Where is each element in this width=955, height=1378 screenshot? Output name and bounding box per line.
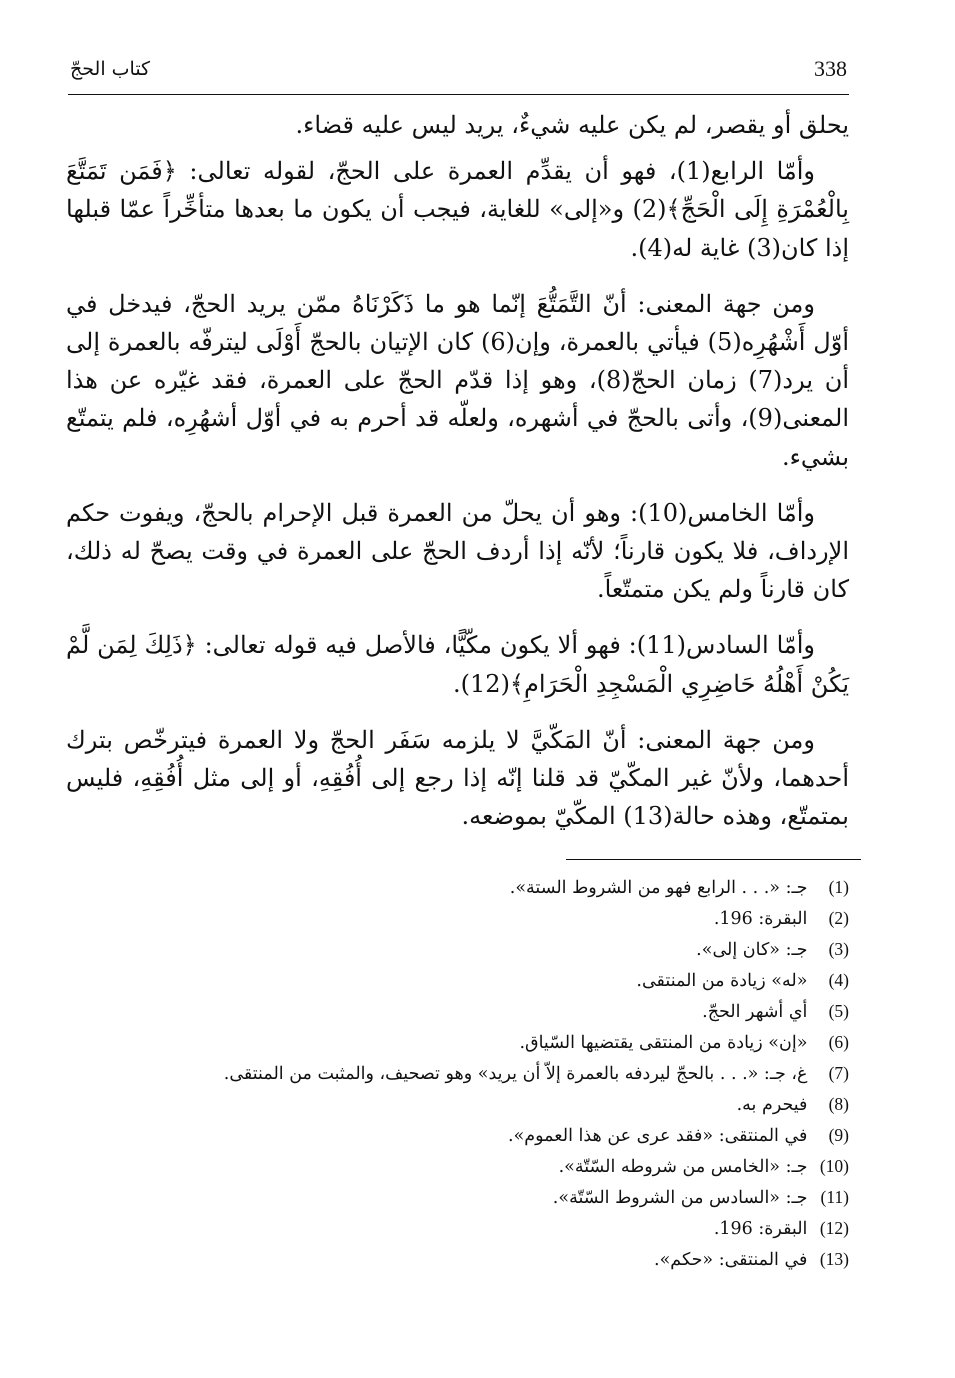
footnote-text: «إن» زيادة من المنتقى يقتضيها السّياق. — [519, 1033, 808, 1053]
footnote-text: جـ: «الخامس من شروطه السّتّة». — [558, 1157, 808, 1177]
footnote-text: فيحرم به. — [736, 1095, 808, 1115]
paragraph: ومن جهة المعنى: أنّ التَّمَتُّعَ إنّما هو ما ذَكَرْنَاهُ ممّن يريد الحجّ، فيدخل في أوّل أَشْهُرِه(5) فيأتي بالعمرة، وإن(6) كان الإتيان بالحجّ أَوْلَى ليترفّه بالعمرة إلى أن يرد(7) زمان الحجّ(8)، وهو إذا قدّم الحجّ على العمرة، فقد غيّره عن هذا المعنى(9)، وأتى بالحجّ في أشهره، ولعلّه قد أحرم به في أوّل أشهُرِه، فلم يتمتّع بشيء. — [66, 289, 849, 471]
footnote-text: جـ: «السادس من الشروط السّتّة». — [552, 1188, 808, 1208]
footnote-number: (6) — [828, 1032, 849, 1052]
footnote-text: البقرة: 196. — [713, 1219, 808, 1239]
footnote-number: (4) — [828, 970, 849, 990]
page-header — [70, 50, 847, 94]
footnote-number: (2) — [828, 908, 849, 928]
footnotes-list — [140, 872, 849, 1275]
running-title: كتاب الحجّ — [70, 58, 151, 80]
footnote — [140, 934, 849, 965]
paragraph: وأمّا الخامس(10): وهو أن يحلّ من العمرة قبل الإحرام بالحجّ، ويفوت حكم الإرداف، فلا يكون قارناً؛ لأنّه إذا أردف الحجّ على العمرة في وقت يصحّ له ذلك، كان قارناً ولم يكن متمتّعاً. — [66, 498, 849, 604]
header-divider — [68, 94, 849, 95]
footnote-text: أي أشهر الحجّ. — [702, 1002, 808, 1022]
footnote-text: جـ: «كان إلى». — [696, 940, 808, 960]
footnote — [140, 965, 849, 996]
footnote-text: في المنتقى: «حكم». — [654, 1250, 808, 1270]
footnote — [140, 903, 849, 934]
paragraph: يحلق أو يقصر، لم يكن عليه شيءٌ، يريد ليس عليه قضاء. — [295, 111, 849, 139]
footnote-number: (9) — [828, 1125, 849, 1145]
footnote — [140, 1120, 849, 1151]
footnote-number: (11) — [820, 1187, 849, 1207]
footnote-text: في المنتقى: «فقد عرى عن هذا العموم». — [508, 1126, 808, 1146]
paragraph: وأمّا السادس(11): فهو ألا يكون مكّيًّا، فالأصل فيه قوله تعالى: ﴿ذَلِكَ لِمَن لَّمْ يَكُنْ أَهْلُهُ حَاضِرِي الْمَسْجِدِ الْحَرَامِ﴾(12). — [66, 631, 849, 698]
main-text — [66, 106, 849, 853]
footnote-text: غ، جـ: «. . . بالحجّ ليردفه بالعمرة إلاّ أن يريد» وهو تصحيف، والمثبت من المنتقى. — [223, 1064, 808, 1084]
paragraph: وأمّا الرابع(1)، فهو أن يقدِّم العمرة على الحجّ، لقوله تعالى: ﴿فَمَن تَمَتَّعَ بِالْعُمْرَةِ إِلَى الْحَجِّ﴾(2) و«إلى» للغاية، فيجب أن يكون ما بعدها متأخِّراً عمّا قبلها إذا كان(3) غاية له(4). — [66, 157, 849, 262]
footnote-number: (3) — [828, 939, 849, 959]
footnote-text: «له» زيادة من المنتقى. — [636, 971, 808, 991]
footnote — [140, 1058, 849, 1089]
footnote — [140, 1244, 849, 1275]
footnote-text: البقرة: 196. — [713, 909, 808, 929]
page-number: 338 — [814, 56, 847, 81]
footnote-number: (13) — [819, 1249, 849, 1269]
footnote-number: (12) — [819, 1218, 849, 1238]
footnote — [140, 872, 849, 903]
footnote-number: (10) — [819, 1156, 849, 1176]
footnote — [140, 1213, 849, 1244]
footnote — [140, 1089, 849, 1120]
footnote-number: (5) — [828, 1001, 849, 1021]
footnote — [140, 1027, 849, 1058]
footnote-number: (7) — [828, 1063, 849, 1083]
footnote — [140, 996, 849, 1027]
footnote — [140, 1151, 849, 1182]
footnote — [140, 1182, 849, 1213]
footnote-divider — [566, 859, 861, 860]
footnote-text: جـ: «. . . الرابع فهو من الشروط الستة». — [509, 878, 808, 898]
footnote-number: (1) — [828, 877, 849, 897]
paragraph: ومن جهة المعنى: أنّ المَكّيَّ لا يلزمه سَفَر الحجّ ولا العمرة فيترخّص بترك أحدهما، ولأنّ غير المكّيّ قد قلنا إنّه إذا رجع إلى أُفُقِهِ، أو إلى مثل أُفُقِهِ، فليس بمتمتّع، وهذه حالة(13) المكّيّ بموضعه. — [66, 725, 850, 831]
footnote-number: (8) — [828, 1094, 849, 1114]
